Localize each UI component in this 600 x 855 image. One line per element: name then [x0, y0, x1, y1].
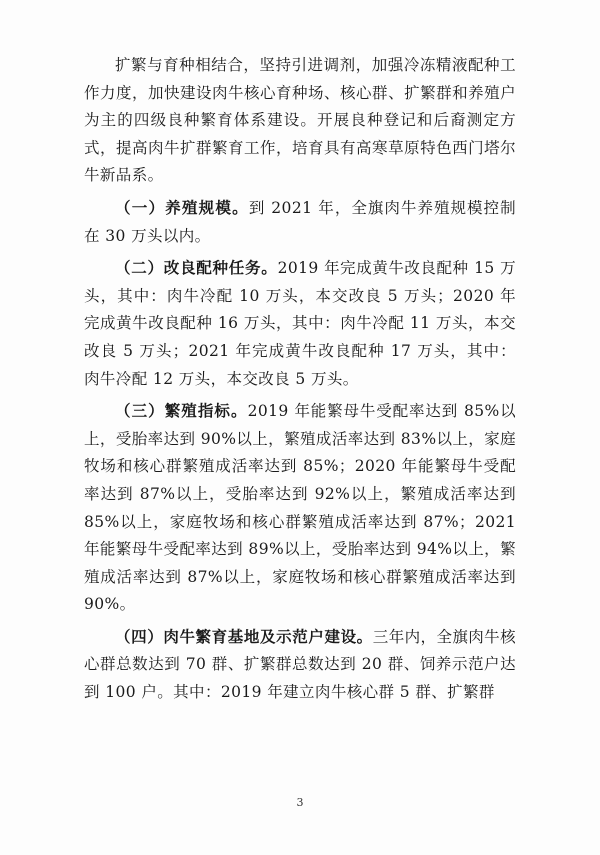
- document-body: [84, 52, 516, 712]
- section-heading: （三）繁殖指标。: [115, 402, 248, 421]
- paragraph-text: 到 2021 年，全旗肉牛养殖规模控制在 30 万头以内。: [84, 198, 516, 245]
- section-heading: （四）肉牛繁育基地及示范户建设。: [115, 627, 373, 646]
- page-number: 3: [296, 796, 304, 809]
- paragraph-intro: [84, 52, 516, 190]
- section-heading: （一）养殖规模。: [115, 198, 249, 217]
- paragraph-text: 扩繁与育种相结合，坚持引进调剂，加强冷冻精液配种工作力度，加快建设肉牛核心育种场、核心群、扩繁群和养殖户为主的四级良种繁育体系建设。开展良种登记和后裔测定方式，提高肉牛扩群繁育工作，培育具有高寒草原特色西门塔尔牛新品系。: [84, 56, 516, 185]
- paragraph-breeding-base: [84, 624, 516, 707]
- paragraph-text: 2019 年完成黄牛改良配种 15 万头，其中：肉牛冷配 10 万头，本交改良 5 万头；2020 年完成黄牛改良配种 16 万头，其中：肉牛冷配 11 万头，本交改良 5 万头；2021 年完成黄牛改良配种 17 万头，其中：肉牛冷配 12 万头，本交改良 5 万头。: [84, 259, 516, 388]
- paragraph-reproduction-indicators: [84, 398, 516, 619]
- paragraph-text: 三年内，全旗肉牛核心群总数达到 70 群、扩繁群总数达到 20 群、饲养示范户达到 100 户。其中：2019 年建立肉牛核心群 5 群、扩繁群: [84, 627, 516, 702]
- paragraph-text: 2019 年能繁母牛受配率达到 85%以上，受胎率达到 90%以上，繁殖成活率达到 83%以上，家庭牧场和核心群繁殖成活率达到 85%；2020 年能繁母牛受配率达到 87%以上，受胎率达到 92%以上，繁殖成活率达到 85%以上，家庭牧场和核心群繁殖成活率达到 87%；2021 年能繁母牛受配率达到 89%以上，受胎率达到 94%以上，繁殖成活率达到 87%以上，家庭牧场和核心群繁殖成活率达到 90%。: [84, 402, 516, 614]
- section-heading: （二）改良配种任务。: [115, 259, 278, 278]
- paragraph-improvement-task: [84, 255, 516, 393]
- paragraph-breeding-scale: [84, 195, 516, 250]
